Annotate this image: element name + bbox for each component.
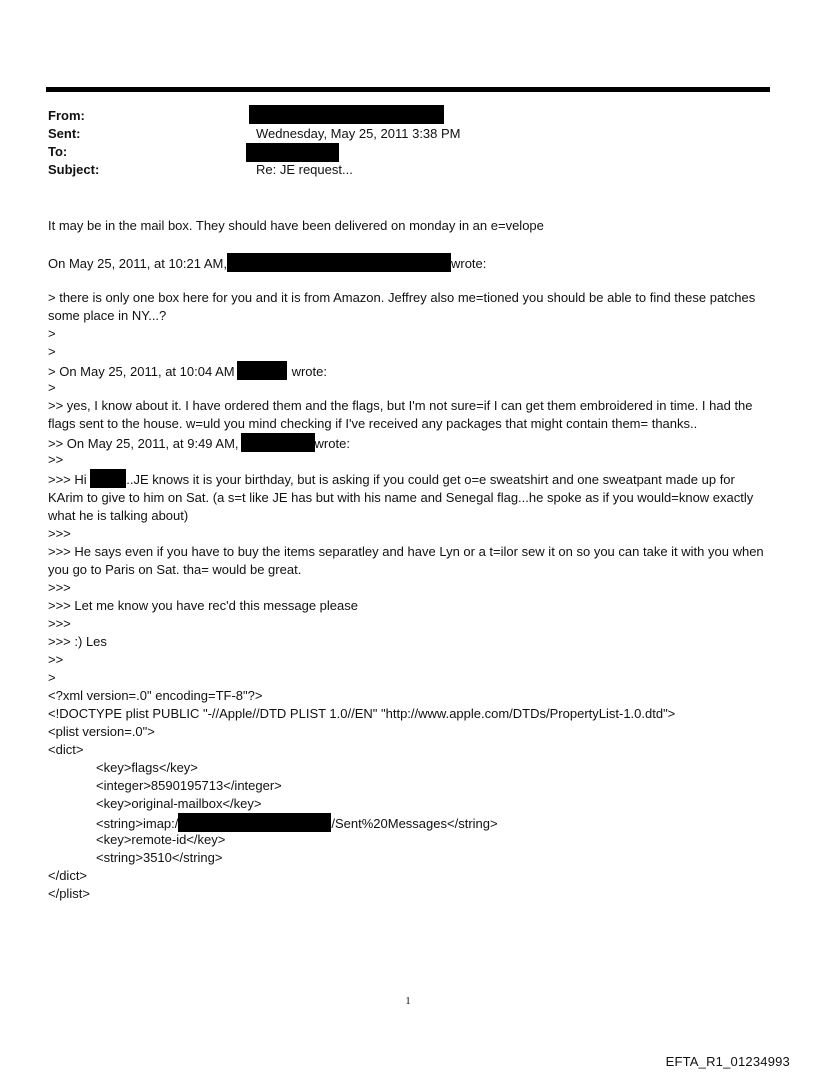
redacted-name [90,469,126,488]
body-line: It may be in the mail box. They should have been delivered on monday in an e=velope [48,218,544,233]
sent-label: Sent: [48,126,81,141]
quote-header-text: On May 25, 2011, at 10:21 AM, [48,256,227,271]
xml-line: <?xml version=.0" encoding=TF-8"?> [48,688,263,703]
body-line: >>> [48,526,71,541]
to-label: To: [48,144,68,159]
message-body [48,217,773,903]
xml-imap-text: <string>imap:/ [96,816,179,831]
hi-text: >>> Hi [48,472,87,487]
body-line: >>> Let me know you have rec'd this message please [48,598,358,613]
body-line: > there is only one box here for you and it is from Amazon. Jeffrey also me=tioned you should be able to find these patches some place in NY...? [48,290,756,323]
quote-header-wrote: wrote: [450,256,487,271]
body-line: > [48,670,56,685]
subject-label: Subject: [48,162,100,177]
page-number: 1 [405,995,411,1007]
body-line: >>> :) Les [48,634,107,649]
quote-header-wrote: wrote: [291,364,327,379]
redacted-sender [237,361,287,380]
body-line: >> [48,452,64,467]
redacted-mailbox [178,813,331,832]
redacted-sender [227,253,451,272]
sent-value: Wednesday, May 25, 2011 3:38 PM [256,126,461,141]
xml-line: </dict> [48,868,88,883]
quote-header-2 [48,361,773,379]
xml-line: <integer>8590195713</integer> [96,778,282,793]
body-line-hi [48,469,773,525]
xml-line: <string>3510</string> [96,850,223,865]
body-line: >> yes, I know about it. I have ordered them and the flags, but I'm not sure=if I can get them embroidered in time. I had the flags sent to the house. w=uld you mind checking if I've received any packages that might contain them= thanks.. [48,398,753,431]
document-id: EFTA_R1_01234993 [665,1054,790,1069]
xml-line: </plist> [48,886,90,901]
header-rule [46,87,770,92]
xml-line: <key>remote-id</key> [96,832,226,847]
xml-line: <key>flags</key> [96,760,198,775]
xml-line-imap [48,813,773,831]
body-line: > [48,326,56,341]
xml-line: <dict> [48,742,84,757]
subject-value: Re: JE request... [256,162,353,177]
xml-line: <plist version=.0"> [48,724,155,739]
quote-header-3 [48,433,773,451]
body-line: > [48,344,56,359]
quote-header-wrote: wrote: [314,436,350,451]
xml-line: <!DOCTYPE plist PUBLIC "-//Apple//DTD PLIST 1.0//EN" "http://www.apple.com/DTDs/PropertyList-1.0.dtd"> [48,706,676,721]
xml-imap-rest: /Sent%20Messages</string> [331,816,498,831]
redacted-to [246,143,339,162]
xml-line: <key>original-mailbox</key> [96,796,262,811]
redacted-from [249,105,444,124]
quote-header-text: >> On May 25, 2011, at 9:49 AM, [48,436,239,451]
quote-header-text: > On May 25, 2011, at 10:04 AM [48,364,235,379]
redacted-sender [241,433,315,452]
body-line: >> [48,652,64,667]
body-line: >>> He says even if you have to buy the items separatley and have Lyn or a t=ilor sew it on so you can take it with you when you go to Paris on Sat. tha= would be great. [48,544,764,577]
body-line: >>> [48,616,71,631]
hi-rest: ..JE knows it is your birthday, but is asking if you could get o=e sweatshirt and one sweatpant made up for KArim to give to him on Sat. (a s=t like JE has but with his name and Senegal flag...he spoke as if you would=know exactly what he is talking about) [48,472,754,523]
body-line: > [48,380,56,395]
quote-header-1 [48,253,773,271]
body-line: >>> [48,580,71,595]
from-label: From: [48,108,85,123]
